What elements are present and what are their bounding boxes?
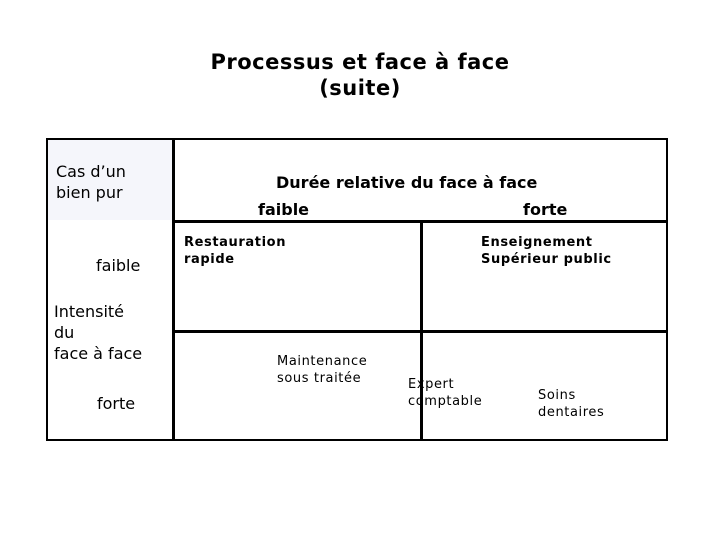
title-line-2: (suite)	[319, 76, 401, 100]
page-title	[0, 50, 720, 100]
y-axis-high: forte	[97, 394, 136, 413]
item-restauration-line-1: Restauration	[184, 235, 287, 250]
item-enseignement-line-1: Enseignement	[481, 235, 593, 250]
corner-label	[56, 161, 126, 203]
y-axis-title	[54, 301, 142, 364]
x-axis-title: Durée relative du face à face	[276, 173, 538, 192]
item-soins-line-1: Soins	[538, 388, 576, 403]
y-axis-title-line-2: du	[54, 323, 75, 342]
y-axis-title-line-3: face à face	[54, 344, 143, 363]
item-restauration-line-2: rapide	[184, 252, 235, 267]
item-expert-line-1: Expert	[408, 377, 455, 392]
horizontal-divider-middle	[172, 330, 666, 333]
item-maintenance-line-1: Maintenance	[277, 354, 368, 369]
y-axis-low: faible	[96, 256, 141, 275]
title-line-1: Processus et face à face	[210, 50, 510, 74]
item-enseignement-superieur	[481, 234, 612, 268]
item-enseignement-line-2: Supérieur public	[481, 252, 612, 267]
x-axis-high: forte	[523, 200, 568, 219]
item-maintenance-line-2: sous traitée	[277, 371, 362, 386]
item-soins-line-2: dentaires	[538, 405, 605, 420]
corner-line-1: Cas d’un	[56, 162, 126, 181]
y-axis-title-line-1: Intensité	[54, 302, 125, 321]
corner-line-2: bien pur	[56, 183, 123, 202]
horizontal-divider-top	[172, 220, 666, 223]
item-maintenance	[277, 353, 367, 387]
item-restauration-rapide	[184, 234, 286, 268]
item-expert-comptable	[408, 376, 482, 410]
x-axis-low: faible	[258, 200, 310, 219]
item-expert-line-2: comptable	[408, 394, 483, 409]
vertical-divider-left	[172, 140, 175, 439]
item-soins-dentaires	[538, 387, 604, 421]
